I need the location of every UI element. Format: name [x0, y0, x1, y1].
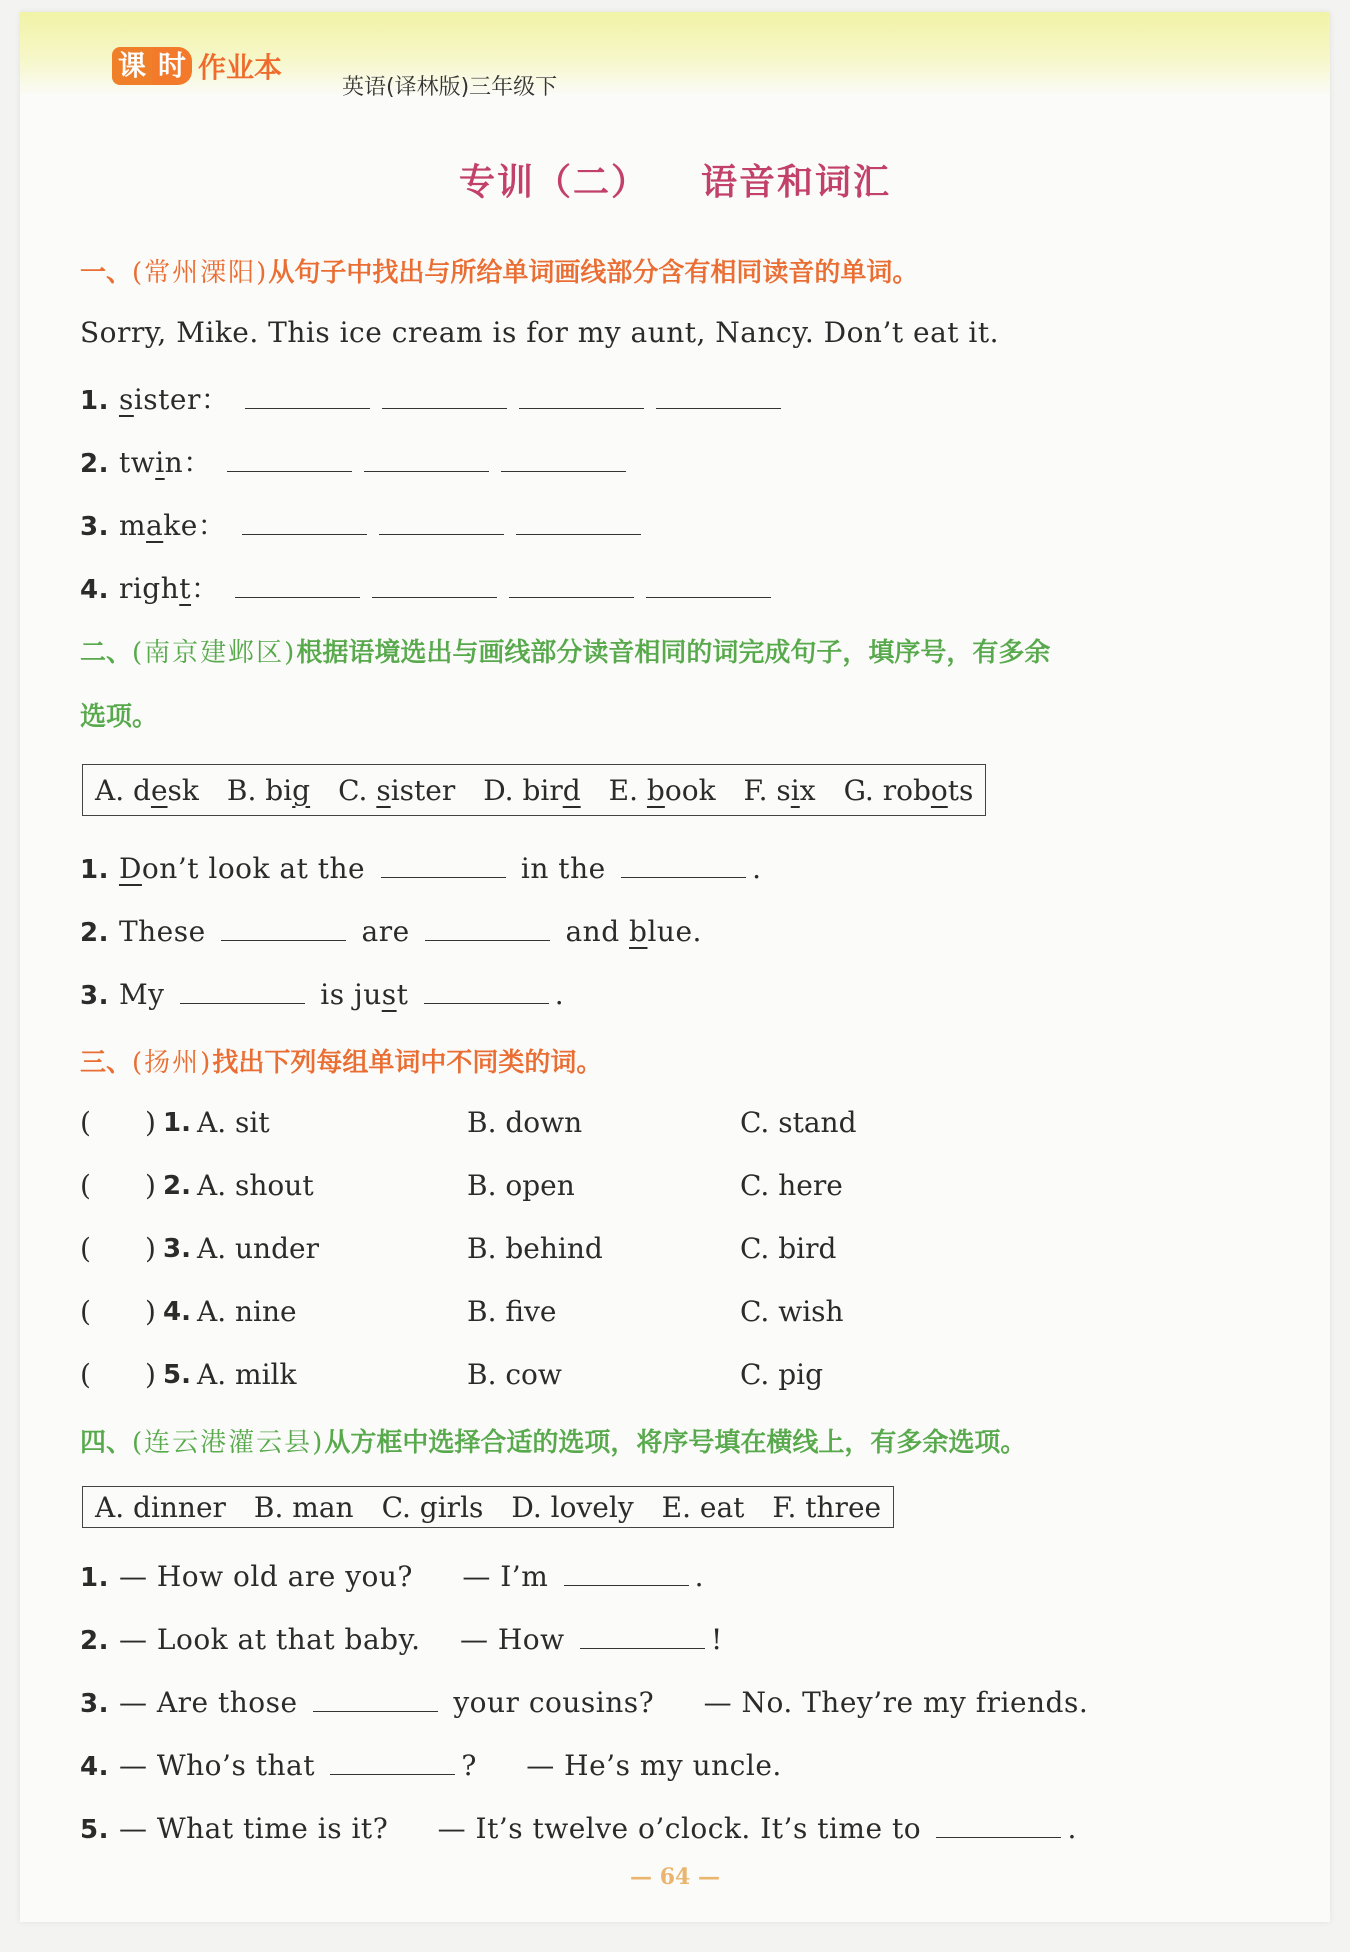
question-number: 5.: [163, 1360, 191, 1390]
word-part: righ: [118, 572, 180, 605]
answer-text: — He’s my uncle.: [526, 1749, 782, 1782]
word-part: m: [118, 509, 147, 542]
s3-row-1: [80, 1106, 1280, 1146]
answer-blank[interactable]: [227, 470, 352, 472]
answer-blank[interactable]: [364, 470, 489, 472]
word-part: ke：: [163, 509, 227, 542]
title-part2: 语音和词汇: [701, 162, 892, 203]
section-2-heading: [80, 632, 1050, 669]
section-1-number: 一、: [80, 258, 133, 288]
item-number: 3.: [80, 512, 109, 542]
item-number: 2.: [80, 449, 109, 479]
question-text: lue.: [647, 915, 702, 948]
answer-paren-left[interactable]: (: [80, 1295, 91, 1328]
answer-text: — How: [459, 1623, 565, 1656]
answer-blank[interactable]: [425, 939, 550, 941]
section-4-option-box: [82, 1486, 894, 1528]
underlined-letter: b: [629, 915, 648, 948]
underlined-letter: i: [155, 446, 165, 479]
question-number: 4.: [163, 1297, 191, 1327]
answer-blank[interactable]: [245, 407, 370, 409]
answer-blank[interactable]: [501, 470, 626, 472]
option-c: C. bird: [740, 1232, 837, 1265]
option-a: A. milk: [197, 1358, 297, 1391]
answer-blank[interactable]: [313, 1710, 438, 1712]
answer-blank[interactable]: [516, 533, 641, 535]
section-2-option-box: [82, 764, 986, 816]
option-b: B. man: [253, 1490, 354, 1524]
answer-blank[interactable]: [330, 1773, 455, 1775]
option-c: C. girls: [381, 1490, 484, 1524]
section-4-source: (连云港灌云县): [132, 1428, 325, 1458]
underlined-letter: D: [118, 852, 142, 885]
section-2-number: 二、: [80, 638, 133, 668]
question-text: in the: [520, 852, 606, 885]
section-3-number: 三、: [80, 1048, 133, 1078]
question-number: 3.: [163, 1234, 191, 1264]
item-number: 1.: [80, 386, 109, 416]
s2-question-2: [80, 915, 702, 948]
section-1-heading: [80, 252, 918, 289]
word-part: n：: [164, 446, 212, 479]
answer-blank[interactable]: [382, 407, 507, 409]
question-text: are: [361, 915, 410, 948]
section-4-instruction: 从方框中选择合适的选项，将序号填在横线上，有多余选项。: [324, 1428, 1027, 1458]
question-text: .: [554, 978, 565, 1011]
answer-blank[interactable]: [379, 533, 504, 535]
book-info: 英语(译林版)三年级下: [342, 75, 558, 100]
question-number: 4.: [80, 1752, 109, 1782]
option-b: B. big: [226, 773, 311, 807]
option-a: A. nine: [197, 1295, 297, 1328]
question-text: !: [711, 1623, 723, 1656]
s4-question-1: [80, 1560, 704, 1593]
item-number: 4.: [80, 575, 109, 605]
s3-row-2: [80, 1169, 1280, 1209]
question-text: These: [118, 915, 206, 948]
section-4-heading: [80, 1422, 1026, 1459]
option-b: B. behind: [467, 1232, 603, 1265]
question-number: 2.: [80, 918, 109, 948]
answer-blank[interactable]: [519, 407, 644, 409]
option-a: A. desk: [95, 773, 199, 807]
question-text: — What time is it?: [118, 1812, 389, 1845]
word-part: ：: [191, 572, 220, 605]
answer-paren-left[interactable]: (: [80, 1169, 91, 1202]
option-a: A. shout: [197, 1169, 314, 1202]
s1-item-4: [80, 567, 777, 607]
logo-zuoyeben: 作业本: [198, 51, 283, 84]
s3-row-3: [80, 1232, 1280, 1272]
s3-row-5: [80, 1358, 1280, 1398]
answer-paren-right: ): [145, 1358, 156, 1391]
answer-blank[interactable]: [372, 596, 497, 598]
question-number: 1.: [163, 1108, 191, 1138]
section-1-instruction: 从句子中找出与所给单词画线部分含有相同读音的单词。: [268, 258, 919, 288]
logo-shi: 时: [152, 47, 192, 85]
question-text: your cousins?: [453, 1686, 655, 1719]
underlined-letter: t: [179, 572, 192, 605]
option-g: G. robots: [843, 773, 974, 807]
question-number: 2.: [80, 1626, 109, 1656]
answer-blank[interactable]: [621, 876, 746, 878]
option-a: A. under: [197, 1232, 319, 1265]
question-text: .: [752, 852, 762, 885]
answer-text: — It’s twelve o’clock. It’s time to: [437, 1812, 922, 1845]
title-part1: 专训（二）: [458, 162, 649, 203]
question-text: — Are those: [118, 1686, 298, 1719]
question-number: 5.: [80, 1815, 109, 1845]
answer-blank[interactable]: [646, 596, 771, 598]
option-d: D. lovely: [511, 1490, 634, 1524]
answer-blank[interactable]: [424, 1002, 549, 1004]
underlined-letter: s: [381, 978, 397, 1011]
option-a: A. dinner: [95, 1490, 226, 1524]
option-e: E. eat: [661, 1490, 745, 1524]
section-3-heading: [80, 1042, 602, 1079]
option-c: C. pig: [740, 1358, 824, 1391]
s2-question-1: [80, 852, 761, 885]
section-4-number: 四、: [80, 1428, 133, 1458]
answer-blank[interactable]: [936, 1836, 1061, 1838]
option-b: B. open: [467, 1169, 575, 1202]
worksheet-page: [20, 12, 1330, 1922]
question-text: My: [118, 978, 165, 1011]
answer-paren-right: ): [145, 1232, 156, 1265]
question-number: 2.: [163, 1171, 191, 1201]
answer-blank[interactable]: [235, 596, 360, 598]
question-number: 3.: [80, 1689, 109, 1719]
question-number: 1.: [80, 855, 109, 885]
question-text: ?: [461, 1749, 477, 1782]
answer-paren-right: ): [145, 1295, 156, 1328]
section-2-source: (南京建邺区): [132, 638, 297, 668]
question-text: and: [565, 915, 630, 948]
underlined-letter: s: [118, 383, 134, 416]
answer-paren-left[interactable]: (: [80, 1232, 91, 1265]
option-c: C. here: [740, 1169, 843, 1202]
option-b: B. cow: [467, 1358, 562, 1391]
option-b: B. five: [467, 1295, 557, 1328]
word-part: ister：: [133, 383, 230, 416]
answer-paren-right: ): [145, 1169, 156, 1202]
s1-item-2: [80, 441, 632, 481]
question-text: .: [1067, 1812, 1077, 1845]
option-c: C. wish: [740, 1295, 844, 1328]
answer-blank[interactable]: [509, 596, 634, 598]
page-number: — 64 —: [630, 1864, 720, 1890]
option-f: F. three: [772, 1490, 882, 1524]
section-1-sentence: Sorry, Mike. This ice cream is for my aunt, Nancy. Don’t eat it.: [80, 316, 1000, 349]
answer-blank[interactable]: [564, 1584, 689, 1586]
section-2-heading-cont: 选项。: [80, 702, 159, 732]
option-b: B. down: [467, 1106, 583, 1139]
answer-blank[interactable]: [656, 407, 781, 409]
question-text: — Look at that baby.: [118, 1623, 421, 1656]
question-text: — Who’s that: [118, 1749, 315, 1782]
s1-item-3: [80, 504, 647, 544]
question-text: on’t look at the: [141, 852, 366, 885]
s2-question-3: [80, 978, 564, 1011]
question-text: t: [396, 978, 409, 1011]
s3-row-4: [80, 1295, 1280, 1335]
question-text: is ju: [320, 978, 382, 1011]
question-number: 3.: [80, 981, 109, 1011]
question-number: 1.: [80, 1563, 109, 1593]
answer-blank[interactable]: [580, 1647, 705, 1649]
option-e: E. book: [608, 773, 716, 807]
answer-paren-left[interactable]: (: [80, 1106, 91, 1139]
logo: [112, 47, 282, 85]
s4-question-2: [80, 1623, 723, 1656]
answer-blank[interactable]: [221, 939, 346, 941]
answer-paren-right: ): [145, 1106, 156, 1139]
word-part: tw: [118, 446, 156, 479]
option-c: C. stand: [740, 1106, 857, 1139]
answer-paren-left[interactable]: (: [80, 1358, 91, 1391]
option-d: D. bird: [483, 773, 581, 807]
s1-item-1: [80, 378, 787, 418]
logo-ke: 课: [112, 47, 152, 85]
answer-text: — No. They’re my friends.: [703, 1686, 1089, 1719]
s4-question-5: [80, 1812, 1077, 1845]
s4-question-3: [80, 1686, 1088, 1719]
option-c: C. sister: [338, 773, 456, 807]
option-a: A. sit: [197, 1106, 270, 1139]
underlined-letter: a: [146, 509, 164, 542]
answer-blank[interactable]: [242, 533, 367, 535]
section-3-instruction: 找出下列每组单词中不同类的词。: [212, 1048, 603, 1078]
section-2-instruction: 根据语境选出与画线部分读音相同的词完成句子，填序号，有多余: [296, 638, 1051, 668]
section-1-source: (常州溧阳): [132, 258, 269, 288]
section-3-source: (扬州): [132, 1048, 213, 1078]
option-f: F. six: [743, 773, 816, 807]
page-title: [20, 154, 1330, 205]
question-text: .: [694, 1560, 705, 1593]
answer-blank[interactable]: [180, 1002, 305, 1004]
answer-text: — I’m: [462, 1560, 549, 1593]
s4-question-4: [80, 1749, 782, 1782]
answer-blank[interactable]: [381, 876, 506, 878]
question-text: — How old are you?: [118, 1560, 413, 1593]
